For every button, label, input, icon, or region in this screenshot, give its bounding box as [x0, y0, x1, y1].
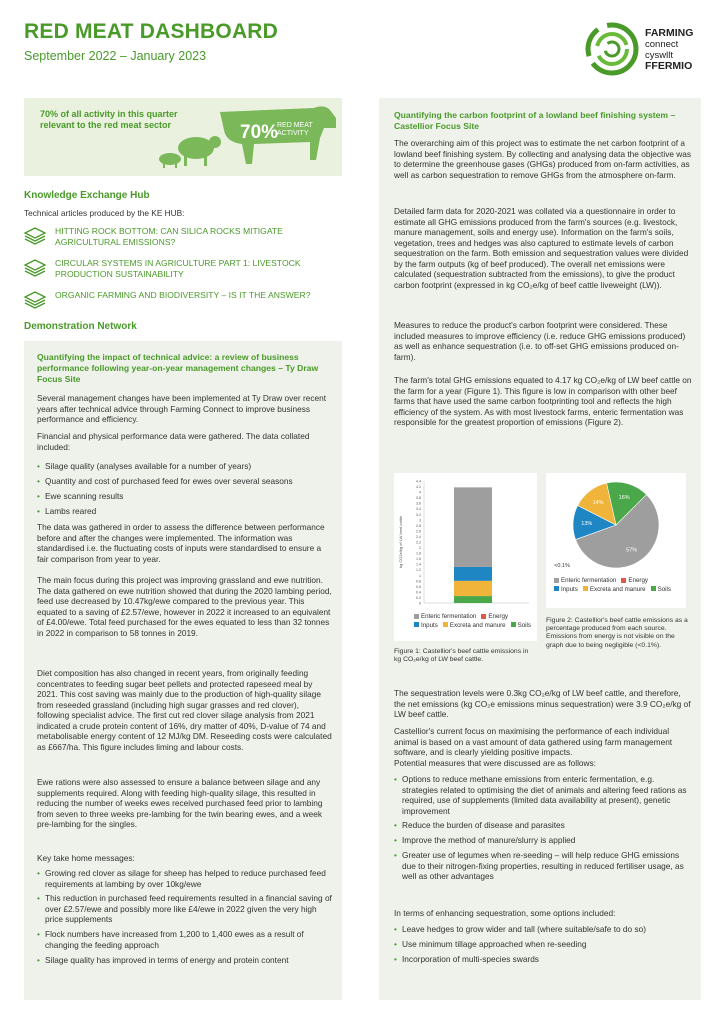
castellior-p8: In terms of enhancing sequestration, some options included: [394, 908, 616, 918]
sequestration-options-list [394, 924, 692, 969]
figure-2-caption: Figure 2: Castellior's beef cattle emissions as a percentage produced from each source. Emissions from energy is not visible on the graph due to being negligible (<0.1%). [546, 617, 688, 649]
castellior-p7: Potential measures that were discussed are as follows: [394, 758, 596, 768]
list-item: • Silage quality has improved in terms of energy and protein content [37, 955, 333, 966]
page-title: RED MEAT DASHBOARD [24, 20, 279, 43]
ty-draw-p6: Ewe rations were also assessed to ensure a balance between silage and any supplements required. Along with feeding high-quality silage, this resulted in reducing the number of weeks ewes received purchased feed prior to lambing from seven to three weeks pre-lambing for the twin bearing ewes, and a week pre-lambing for the singles. [37, 777, 323, 829]
castellior-p3: Measures to reduce the product's carbon footprint were considered. These included measures to improve efficiency (i.e. reduce GHG emissions produced) as well as enhance sequestration (i.e. to off-set GHG emissions produced on-farm). [394, 320, 686, 362]
legend-label: Inputs [561, 585, 578, 593]
castellior-heading: Quantifying the carbon footprint of a lowland beef finishing system – Castellior Focus Site [394, 110, 676, 131]
list-item: • Lambs reared [37, 506, 333, 517]
pie-slice-label-energy: <0.1% [554, 563, 570, 569]
ke-article-link-1[interactable] [24, 226, 342, 252]
castellior-panel [379, 98, 701, 1000]
legend-label: Excreta and manure [589, 585, 646, 593]
banner-percent: 70% [240, 122, 279, 143]
y-tick-label: 0 [419, 601, 421, 606]
ke-hub-intro: Technical articles produced by the KE HUB: [24, 208, 185, 218]
y-tick-label: 3.4 [416, 507, 421, 512]
pie-slice-label: 57% [626, 547, 638, 554]
legend-item [443, 622, 506, 631]
y-tick-label: 3 [419, 518, 421, 523]
ke-hub-heading: Knowledge Exchange Hub [24, 190, 150, 201]
layers-icon [24, 259, 46, 277]
bar-segment [454, 596, 492, 603]
legend-item [481, 613, 508, 622]
castellior-p6: Castellior's current focus on maximising the performance of each individual animal is based on a vast amount of data gathered using farm management software, and is clearly yielding positive impacts. [394, 726, 673, 757]
list-item: • Quantity and cost of purchased feed for ewes over several seasons [37, 476, 333, 487]
list-item: • Improve the method of manure/slurry is applied [394, 835, 692, 846]
y-tick-label: 2.4 [416, 534, 421, 539]
ty-draw-heading: Quantifying the impact of technical advice: a review of business performance following year-on-year management changes – Ty Draw Focus Site [37, 352, 319, 384]
logo-swirl-icon [585, 22, 639, 76]
ke-article-link-3[interactable] [24, 290, 342, 316]
banner-label-line-2: ACTIVITY [277, 130, 309, 137]
legend-item [414, 613, 476, 622]
y-tick-label: 3.6 [416, 501, 421, 506]
list-item: • This reduction in purchased feed requirements resulted in a financial saving of over £2.57/ewe and possibly more like £4/ewe in 2022 given the very high price supplements [37, 893, 333, 925]
legend-item [651, 586, 671, 595]
ty-draw-p4: The main focus during this project was improving grassland and ewe nutrition. The data gathered on ewe nutrition showed that during the 2020 lambing period, feed use decreased by 10.47kg/ewe compared to the previous year. This equated to a saving of £2.57/ewe, however in 2022 it increased to an equivalent of £4.00/ewe. Total feed purchased for the ewes equated to less than 32 tonnes in 2022 in comparison to 58 tonnes in 2019. [37, 575, 332, 638]
y-tick-label: 0.2 [416, 595, 421, 600]
potential-measures-list [394, 774, 692, 886]
pie-slice-label: 14% [592, 499, 604, 506]
ty-draw-panel [24, 341, 342, 1000]
pie-chart-legend [554, 577, 684, 594]
y-tick-label: 1 [419, 573, 421, 578]
figure-1-caption: Figure 1: Castellior's beef cattle emissions in kg CO₂e/kg of LW beef cattle. [394, 648, 529, 664]
y-tick-label: 0.4 [416, 590, 421, 595]
castellior-p5: The sequestration levels were 0.3kg CO₂e/kg of LW beef cattle, and therefore, the net emissions (kg CO₂e emissions minus sequestration) were 3.9 CO₂e/kg of LW beef cattle. [394, 688, 691, 719]
legend-item [414, 622, 438, 631]
legend-label: Excreta and manure [449, 621, 506, 629]
castellior-p1: The overarching aim of this project was to estimate the net carbon footprint of a lowland beef finishing system. By collecting and analysing data the objective was to determine the greenhouse gases (GHGs) produced from on-farm activities, as well as carbon sequestration to remove GHGs from the atmosphere on-farm. [394, 138, 692, 180]
y-tick-label: 1.6 [416, 557, 421, 562]
list-item: • Reduce the burden of disease and parasites [394, 820, 692, 831]
legend-item [511, 622, 531, 631]
banner-percent-label [277, 122, 313, 138]
y-tick-label: 2.6 [416, 529, 421, 534]
activity-banner [24, 98, 342, 176]
ke-article-title: CIRCULAR SYSTEMS IN AGRICULTURE PART 1: LIVESTOCK PRODUCTION SUSTAINABILITY [55, 258, 301, 279]
ke-article-link-2[interactable] [24, 258, 342, 284]
legend-item [554, 586, 578, 595]
y-tick-label: 1.4 [416, 562, 421, 567]
list-item: • Growing red clover as silage for sheep has helped to reduce purchased feed requirements at lambing by over 10kg/ewe [37, 868, 333, 889]
pie-slice-label: 13% [581, 521, 593, 528]
figure-1-bar-chart [394, 473, 537, 641]
bar-segment [454, 581, 492, 596]
legend-item [621, 577, 648, 586]
bar-chart-legend [414, 613, 536, 630]
banner-label-line-1: RED MEAT [277, 122, 313, 129]
castellior-p2: Detailed farm data for 2020-2021 was collated via a questionnaire in order to estimate all GHG emissions produced from the farm's sources (e.g. livestock, manure management, soils and energy use). Information on the farm's soils, vegetation, trees and hedges was also captured to estimate levels of carbon sequestration on the farm. Both emission and sequestration values were divided by the farm outputs (kg of beef produced). The overall net emissions were calculated (sequestration subtracted from the emissions), to give the product carbon footprint (expressed in kg CO₂e/kg of beef cattle liveweight (LW)). [394, 206, 689, 290]
y-tick-label: 1.8 [416, 551, 421, 556]
legend-label: Soils [517, 621, 531, 629]
layers-icon [24, 227, 46, 245]
castellior-p4: The farm's total GHG emissions equated to 4.17 kg CO₂e/kg of LW beef cattle on the farm for a year (Figure 1). This figure is low in comparison with other beef farms that have used the same carbon footprinting tool and reflects the high efficiency of the system. As with most livestock farms, enteric fermentation was responsible for the greatest proportion of emissions (Figure 2). [394, 375, 692, 427]
y-tick-label: 0.8 [416, 579, 421, 584]
legend-label: Inputs [421, 621, 438, 629]
legend-label: Soils [657, 585, 671, 593]
farming-connect-logo [585, 22, 705, 78]
y-tick-label: 4.4 [416, 479, 421, 484]
pie-slice-label: 16% [618, 494, 630, 501]
list-item: • Options to reduce methane emissions from enteric fermentation, e.g. strategies related to optimising the diet of animals and altering feed rations as required, use of supplements (limited data availability at present), genetic improvement [394, 774, 692, 816]
demo-network-heading: Demonstration Network [24, 321, 137, 332]
ty-draw-p5: Diet composition has also changed in recent years, from originally feeding concentrates to feeding sugar beet pellets and protected rapeseed meal by 2021. This cost saving was mainly due to the production of high-quality silage from reseeded grassland (including high sugar grasses and red clover), following specialist advice. The first cut red clover silage analysis from 2021 indicated a crude protein content of 16%, dry matter of 40%, D-value of 74 and metabolisable energy content of 12 MJ/kg DM. Reseeding costs were calculated as £667/ha. This figure includes liming and labour costs. [37, 668, 332, 752]
layers-icon [24, 291, 46, 309]
y-tick-label: 3.8 [416, 496, 421, 501]
list-item: • Incorporation of multi-species swards [394, 954, 692, 965]
legend-item [554, 577, 616, 586]
data-collated-list [37, 461, 333, 521]
y-tick-label: 4.2 [416, 485, 421, 490]
logo-line-4: FFERMIO [645, 60, 693, 72]
ty-draw-p3: The data was gathered in order to assess the difference between performance before and after the changes were implemented. The information was standardised i.e. the fluctuating costs of inputs were standardised to ensure a fair comparison from year to year. [37, 522, 325, 564]
legend-label: Energy [628, 577, 648, 584]
ty-draw-p2: Financial and physical performance data were gathered. The data collated included: [37, 431, 310, 452]
list-item: • Use minimum tillage approached when re-seeding [394, 939, 692, 950]
legend-label: Enteric fermentation [421, 613, 477, 620]
y-tick-label: 0.6 [416, 584, 421, 589]
list-item: • Greater use of legumes when re-seeding – will help reduce GHG emissions due to their nitrogen-fixing properties, resulting in reduced fertiliser usage, as well as other advantages [394, 850, 692, 882]
y-tick-label: 1.2 [416, 568, 421, 573]
bar-segment [454, 487, 492, 567]
bar-segment [454, 567, 492, 581]
y-tick-label: 4 [419, 490, 421, 495]
list-item: • Silage quality (analyses available for a number of years) [37, 461, 333, 472]
legend-label: Energy [488, 613, 508, 620]
y-tick-label: 2.2 [416, 540, 421, 545]
ke-article-title: HITTING ROCK BOTTOM: CAN SILICA ROCKS MITIGATE AGRICULTURAL EMISSIONS? [55, 226, 283, 247]
ty-draw-p1: Several management changes have been implemented at Ty Draw over recent years after technical advice through Farming Connect to improve business performance and efficiency. [37, 393, 327, 424]
y-axis-label: kg CO2e/kg of LW beef cattle [398, 516, 403, 568]
y-tick-label: 2 [419, 546, 421, 551]
logo-line-1: FARMING [645, 27, 694, 39]
ke-article-title: ORGANIC FARMING AND BIODIVERSITY – IS IT THE ANSWER? [55, 290, 311, 300]
ty-draw-p7: Key take home messages: [37, 853, 135, 863]
page-subtitle: September 2022 – January 2023 [24, 49, 207, 63]
banner-text: 70% of all activity in this quarter relevant to the red meat sector [40, 109, 178, 130]
list-item: • Leave hedges to grow wider and tall (where suitable/safe to do so) [394, 924, 692, 935]
logo-line-2: connect [645, 39, 679, 50]
figure-2-pie-chart [546, 473, 686, 608]
take-home-list [37, 868, 333, 970]
legend-label: Enteric fermentation [561, 577, 617, 584]
list-item: • Flock numbers have increased from 1,200 to 1,400 ewes as a result of changing the feeding approach [37, 929, 333, 950]
y-tick-label: 3.2 [416, 512, 421, 517]
y-tick-label: 2.8 [416, 523, 421, 528]
logo-line-3: cyswllt [645, 50, 673, 61]
legend-item [583, 586, 646, 595]
list-item: • Ewe scanning results [37, 491, 333, 502]
